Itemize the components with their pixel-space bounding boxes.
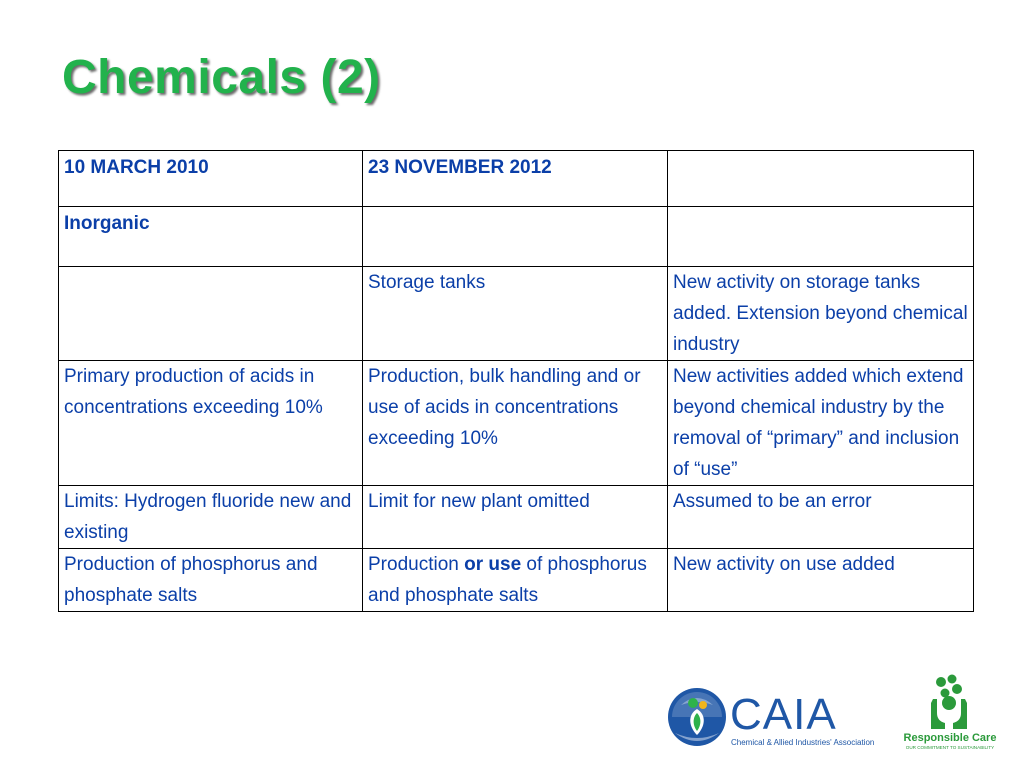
table-header-row	[59, 151, 974, 207]
table-cell: Limits: Hydrogen fluoride new and existing	[59, 486, 363, 549]
table-cell: Production, bulk handling and or use of acids in concentrations exceeding 10%	[363, 361, 668, 486]
table-cell	[363, 207, 668, 267]
caia-logo	[667, 683, 889, 751]
cell-text: of phosphorus and phosphate salts	[368, 554, 647, 606]
header-cell-2010: 10 MARCH 2010	[59, 151, 363, 207]
table-cell	[668, 207, 974, 267]
slide-title: Chemicals (2)	[62, 51, 381, 104]
table-cell	[363, 549, 668, 612]
table-cell	[59, 267, 363, 361]
responsible-care-hands-icon	[931, 675, 967, 730]
table-cell: New activities added which extend beyond chemical industry by the removal of “primary” and inclusion of “use”	[668, 361, 974, 486]
header-cell-2012: 23 NOVEMBER 2012	[363, 151, 668, 207]
table-cell: Assumed to be an error	[668, 486, 974, 549]
responsible-care-name: Responsible Care	[903, 732, 997, 744]
responsible-care-tagline: OUR COMMITMENT TO SUSTAINABILITY	[905, 745, 995, 750]
caia-wordmark: CAIA	[730, 690, 837, 739]
section-label: Inorganic	[59, 207, 363, 267]
table-cell: Storage tanks	[363, 267, 668, 361]
table-cell: Primary production of acids in concentrations exceeding 10%	[59, 361, 363, 486]
cell-text: Production	[368, 554, 465, 575]
table-cell: New activity on storage tanks added. Extension beyond chemical industry	[668, 267, 974, 361]
table-cell: Production of phosphorus and phosphate salts	[59, 549, 363, 612]
comparison-table	[58, 150, 974, 612]
table-row	[59, 486, 974, 549]
table-row	[59, 267, 974, 361]
table-cell: Limit for new plant omitted	[363, 486, 668, 549]
header-cell-empty	[668, 151, 974, 207]
responsible-care-logo	[897, 673, 1004, 753]
table-cell: New activity on use added	[668, 549, 974, 612]
table-row	[59, 549, 974, 612]
table-row	[59, 361, 974, 486]
section-row-inorganic	[59, 207, 974, 267]
cell-text-emphasis: or use	[464, 554, 522, 575]
caia-subtitle: Chemical & Allied Industries' Association	[731, 738, 875, 747]
